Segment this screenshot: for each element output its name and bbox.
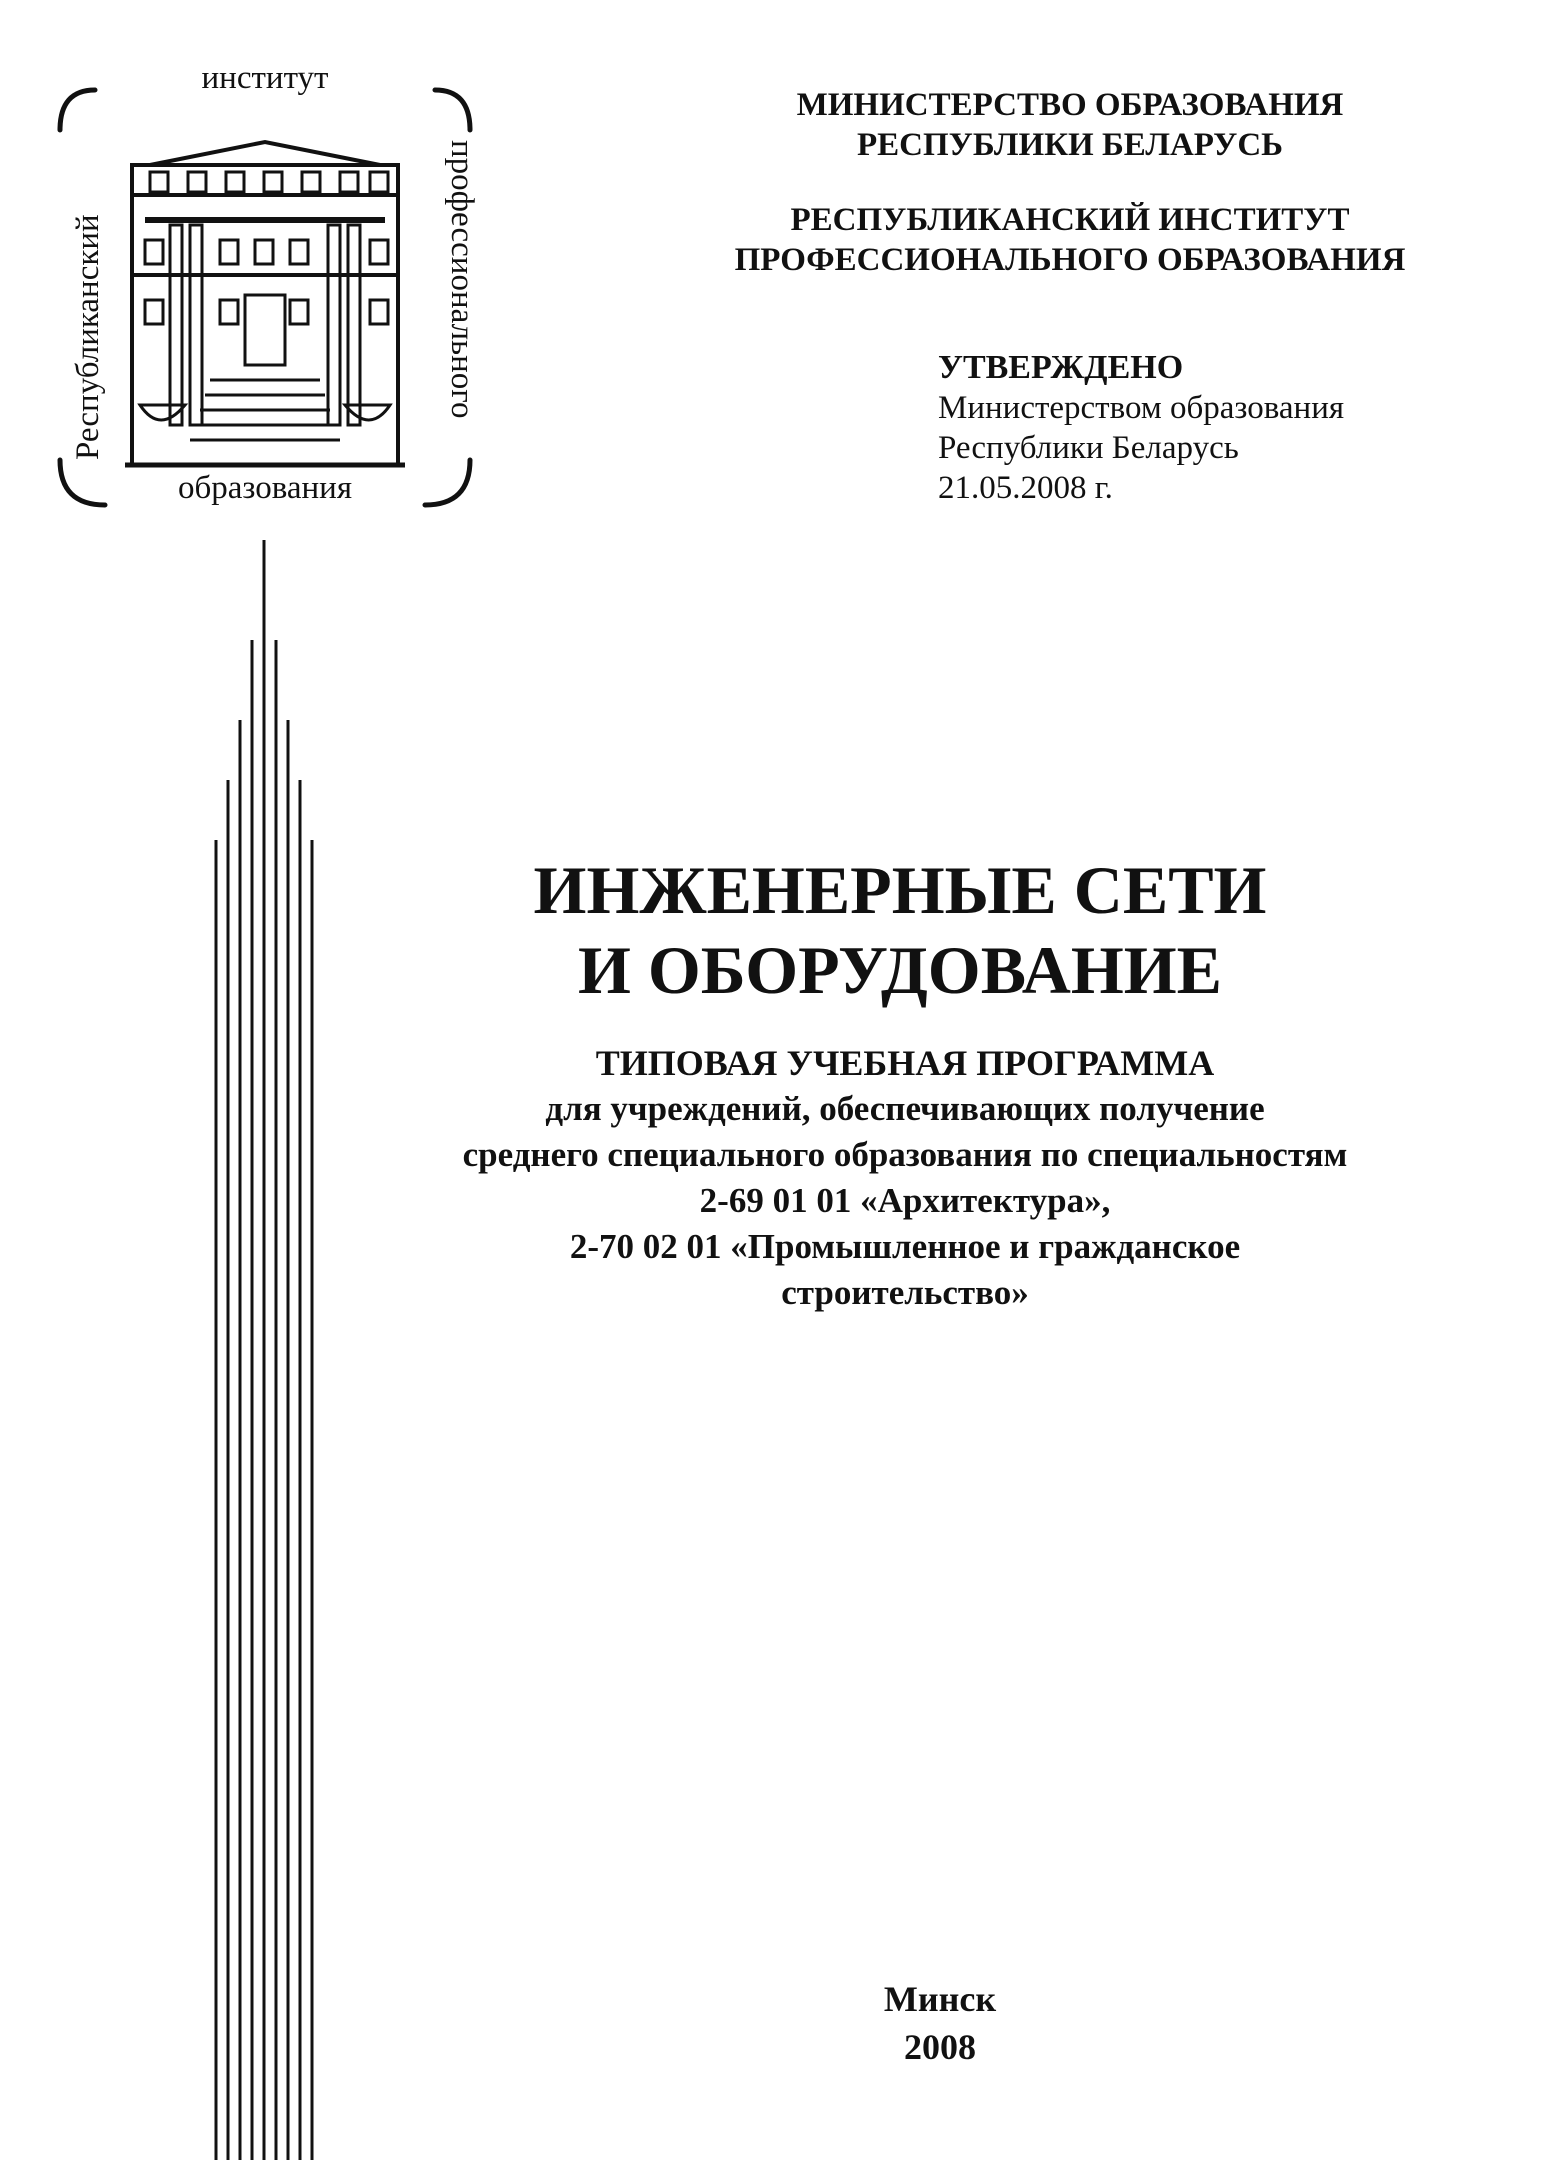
institute-heading: [640, 200, 1500, 280]
approval-block: [938, 348, 1538, 508]
title-line: И ОБОРУДОВАНИЕ: [577, 932, 1223, 1008]
document-title: [400, 850, 1400, 1010]
publication-city: Минск: [883, 1979, 997, 2019]
logo-text-bottom: образования: [177, 470, 353, 506]
document-subtitle: [340, 1040, 1470, 1316]
subtitle-heading: ТИПОВАЯ УЧЕБНАЯ ПРОГРАММА: [595, 1043, 1215, 1083]
subtitle-line: для учреждений, обеспечивающих получение: [545, 1089, 1265, 1128]
subtitle-line: 2-70 02 01 «Промышленное и гражданское: [569, 1227, 1241, 1266]
institute-line: ПРОФЕССИОНАЛЬНОГО ОБРАЗОВАНИЯ: [734, 242, 1406, 278]
approval-line: Республики Беларусь: [938, 430, 1239, 466]
publication-footer: [740, 1975, 1140, 2071]
ministry-line: РЕСПУБЛИКИ БЕЛАРУСЬ: [856, 127, 1283, 163]
logo-text-top: институт: [201, 60, 329, 96]
title-line: ИНЖЕНЕРНЫЕ СЕТИ: [533, 852, 1267, 928]
vertical-lines-graphic: [200, 540, 340, 2160]
ministry-heading: [640, 85, 1500, 165]
subtitle-line: строительство»: [781, 1273, 1029, 1312]
logo-text-left: Республиканский: [70, 214, 106, 460]
decorative-vertical-lines: [200, 540, 340, 2160]
logo-text-right: профессионального: [444, 140, 480, 419]
institute-line: РЕСПУБЛИКАНСКИЙ ИНСТИТУТ: [790, 202, 1350, 238]
institute-logo: [40, 60, 490, 530]
subtitle-line: 2-69 01 01 «Архитектура»,: [699, 1181, 1111, 1220]
subtitle-line: среднего специального образования по специальностям: [462, 1135, 1348, 1174]
approval-line: Министерством образования: [938, 390, 1345, 426]
ministry-line: МИНИСТЕРСТВО ОБРАЗОВАНИЯ: [796, 87, 1344, 123]
approval-date: 21.05.2008 г.: [938, 470, 1113, 506]
publication-year: 2008: [904, 2027, 976, 2067]
approval-title: УТВЕРЖДЕНО: [938, 349, 1184, 386]
